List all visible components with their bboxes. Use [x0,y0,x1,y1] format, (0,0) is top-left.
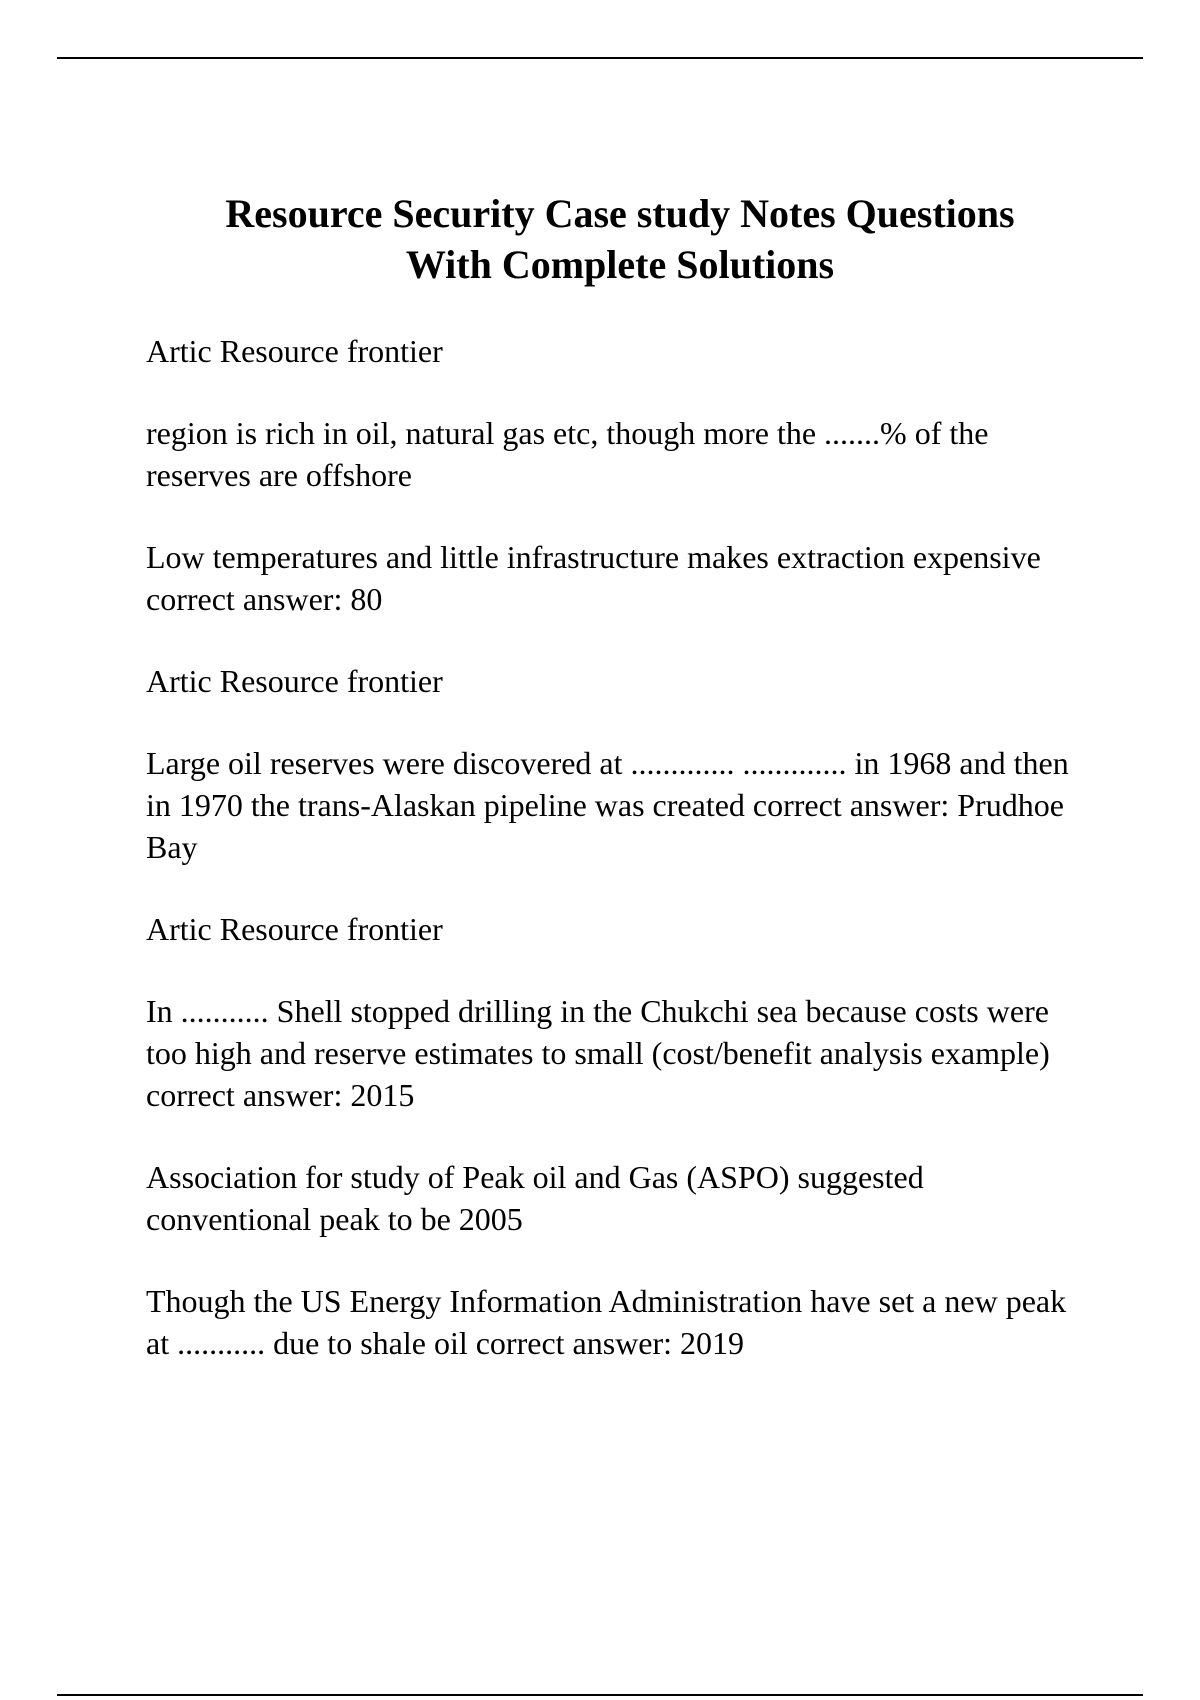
section-heading-arctic-1: Artic Resource frontier [146,333,443,369]
section-heading-arctic-3: Artic Resource frontier [146,911,443,947]
answer-offshore-reserves: Low temperatures and little infrastructure makes extraction expensive correct answer: 80 [146,539,1041,617]
title-line-1: Resource Security Case study Notes Questions [225,191,1015,236]
page-title [120,188,1120,290]
question-offshore-reserves: region is rich in oil, natural gas etc, though more the .......% of the reserves are offshore [146,415,989,493]
title-line-2: With Complete Solutions [405,242,835,287]
question-prudhoe-bay: Large oil reserves were discovered at ............. ............. in 1968 and then in 1970 the trans-Alaskan pipeline was created correct answer: Prudhoe Bay [146,745,1069,865]
question-shell-chukchi: In ........... Shell stopped drilling in the Chukchi sea because costs were too high and reserve estimates to small (cost/benefit analysis example) correct answer: 2015 [146,993,1050,1113]
section-heading-arctic-2: Artic Resource frontier [146,663,443,699]
document-body [146,330,1096,1404]
bottom-rule [57,1694,1143,1696]
top-rule [57,57,1143,59]
paragraph-aspo-peak: Association for study of Peak oil and Gas (ASPO) suggested conventional peak to be 2005 [146,1159,924,1237]
question-eia-peak: Though the US Energy Information Administration have set a new peak at ........... due to shale oil correct answer: 2019 [146,1283,1067,1361]
